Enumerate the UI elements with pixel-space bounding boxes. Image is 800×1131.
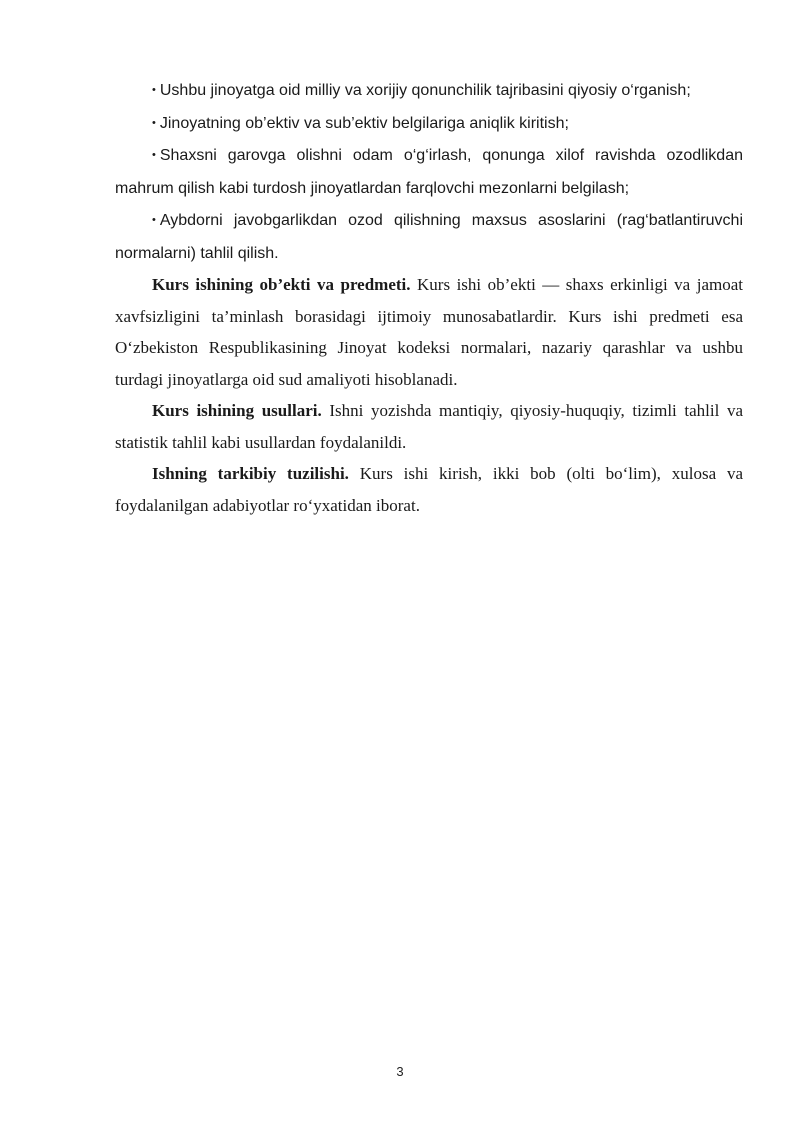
bullet-text: Aybdorni javobgarlikdan ozod qilishning maxsus asoslarini (rag‘batlantiruvchi normalarni) tahlil qilish. xyxy=(115,212,743,262)
bullet-item xyxy=(115,204,743,269)
section-heading: Ishning tarkibiy tuzilishi. xyxy=(152,464,349,483)
section-paragraph-methods xyxy=(115,395,743,458)
section-paragraph-object-subject xyxy=(115,269,743,395)
section-text: Kurs ishi ob’ekti — shaxs erkinligi va jamoat xavfsizligini ta’minlash borasidagi ijtimoiy munosabatlardir. Kurs ishi predmeti esa O‘zbekiston Respublikasining Jinoyat kodeksi normalari, nazariy qarashlar va ushbu turdagi jinoyatlarga oid sud amaliyoti hisoblanadi. xyxy=(115,275,743,389)
section-heading: Kurs ishining usullari. xyxy=(152,401,322,420)
page-number: 3 xyxy=(396,1064,404,1079)
bullet-text: Shaxsni garovga olishni odam o‘g‘irlash, qonunga xilof ravishda ozodlikdan mahrum qilish kabi turdosh jinoyatlardan farqlovchi mezonlarni belgilash; xyxy=(115,147,743,197)
section-text: Kurs ishi kirish, ikki bob (olti bo‘lim), xulosa va foydalanilgan adabiyotlar ro‘yxatidan iborat. xyxy=(115,464,743,515)
bullet-text: Ushbu jinoyatga oid milliy va xorijiy qonunchilik tajribasini qiyosiy o‘rganish; xyxy=(159,82,691,99)
bullet-icon: • xyxy=(152,116,156,129)
bullet-item xyxy=(115,74,743,107)
document-body xyxy=(115,74,743,521)
bullet-icon: • xyxy=(152,149,156,161)
bullet-item xyxy=(115,107,743,140)
section-text: Ishni yozishda mantiqiy, qiyosiy-huquqiy, tizimli tahlil va statistik tahlil kabi usullardan foydalanildi. xyxy=(115,401,743,452)
section-heading: Kurs ishining ob’ekti va predmeti. xyxy=(152,275,411,294)
bullet-icon: • xyxy=(152,214,156,226)
bullet-icon: • xyxy=(152,84,156,96)
bullet-item xyxy=(115,139,743,204)
bullet-text: Jinoyatning ob’ektiv va sub’ektiv belgilariga aniqlik kiritish; xyxy=(159,114,569,132)
section-paragraph-structure xyxy=(115,458,743,521)
